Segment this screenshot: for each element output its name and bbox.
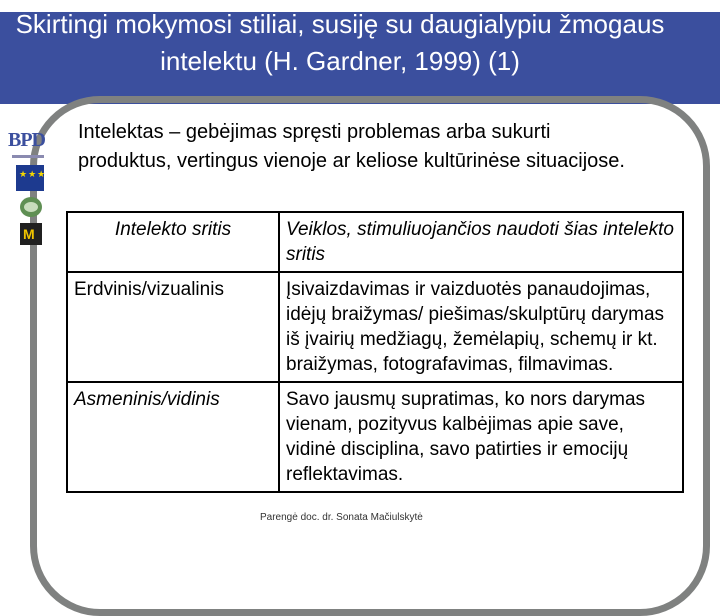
m-logo-icon: M [20,223,42,245]
row-area: Asmeninis/vidinis [67,382,279,492]
row-activities: Savo jausmų supratimas, ko nors darymas vienam, pozityvus kalbėjimas apie save, vidinė disciplina, savo patirties ir emocijų reflektavimas. [279,382,683,492]
footer-author: Parengė doc. dr. Sonata Mačiulskytė [260,512,423,523]
table-row [67,382,683,492]
intelligence-table [66,211,684,493]
slide-title: Skirtingi mokymosi stiliai, susiję su daugialypiu žmogaus intelektu (H. Gardner, 1999) (1) [15,9,665,76]
eu-flag-icon: ★★★ [16,165,44,191]
bpd-logo-underline [12,155,44,158]
row-area: Erdvinis/vizualinis [67,272,279,382]
table-row [67,272,683,382]
row-activities: Įsivaizdavimas ir vaizduotės panaudojimas, idėjų braižymas/ piešimas/skulptūrų darymas iš įvairių medžiagų, žemėlapių, schemų ir kt. braižymas, fotografavimas, filmavimas. [279,272,683,382]
table-header-row [67,212,683,272]
leaf-logo-inner [24,202,38,212]
title-bar [0,9,720,104]
header-activities: Veiklos, stimuliuojančios naudoti šias intelekto sritis [279,212,683,272]
header-area: Intelekto sritis [67,212,279,272]
intro-paragraph: Intelektas – gebėjimas spręsti problemas arba sukurti produktus, vertingus vienoje ar keliose kultūrinėse situacijose. [78,121,625,172]
bpd-logo: BPD [8,129,45,151]
